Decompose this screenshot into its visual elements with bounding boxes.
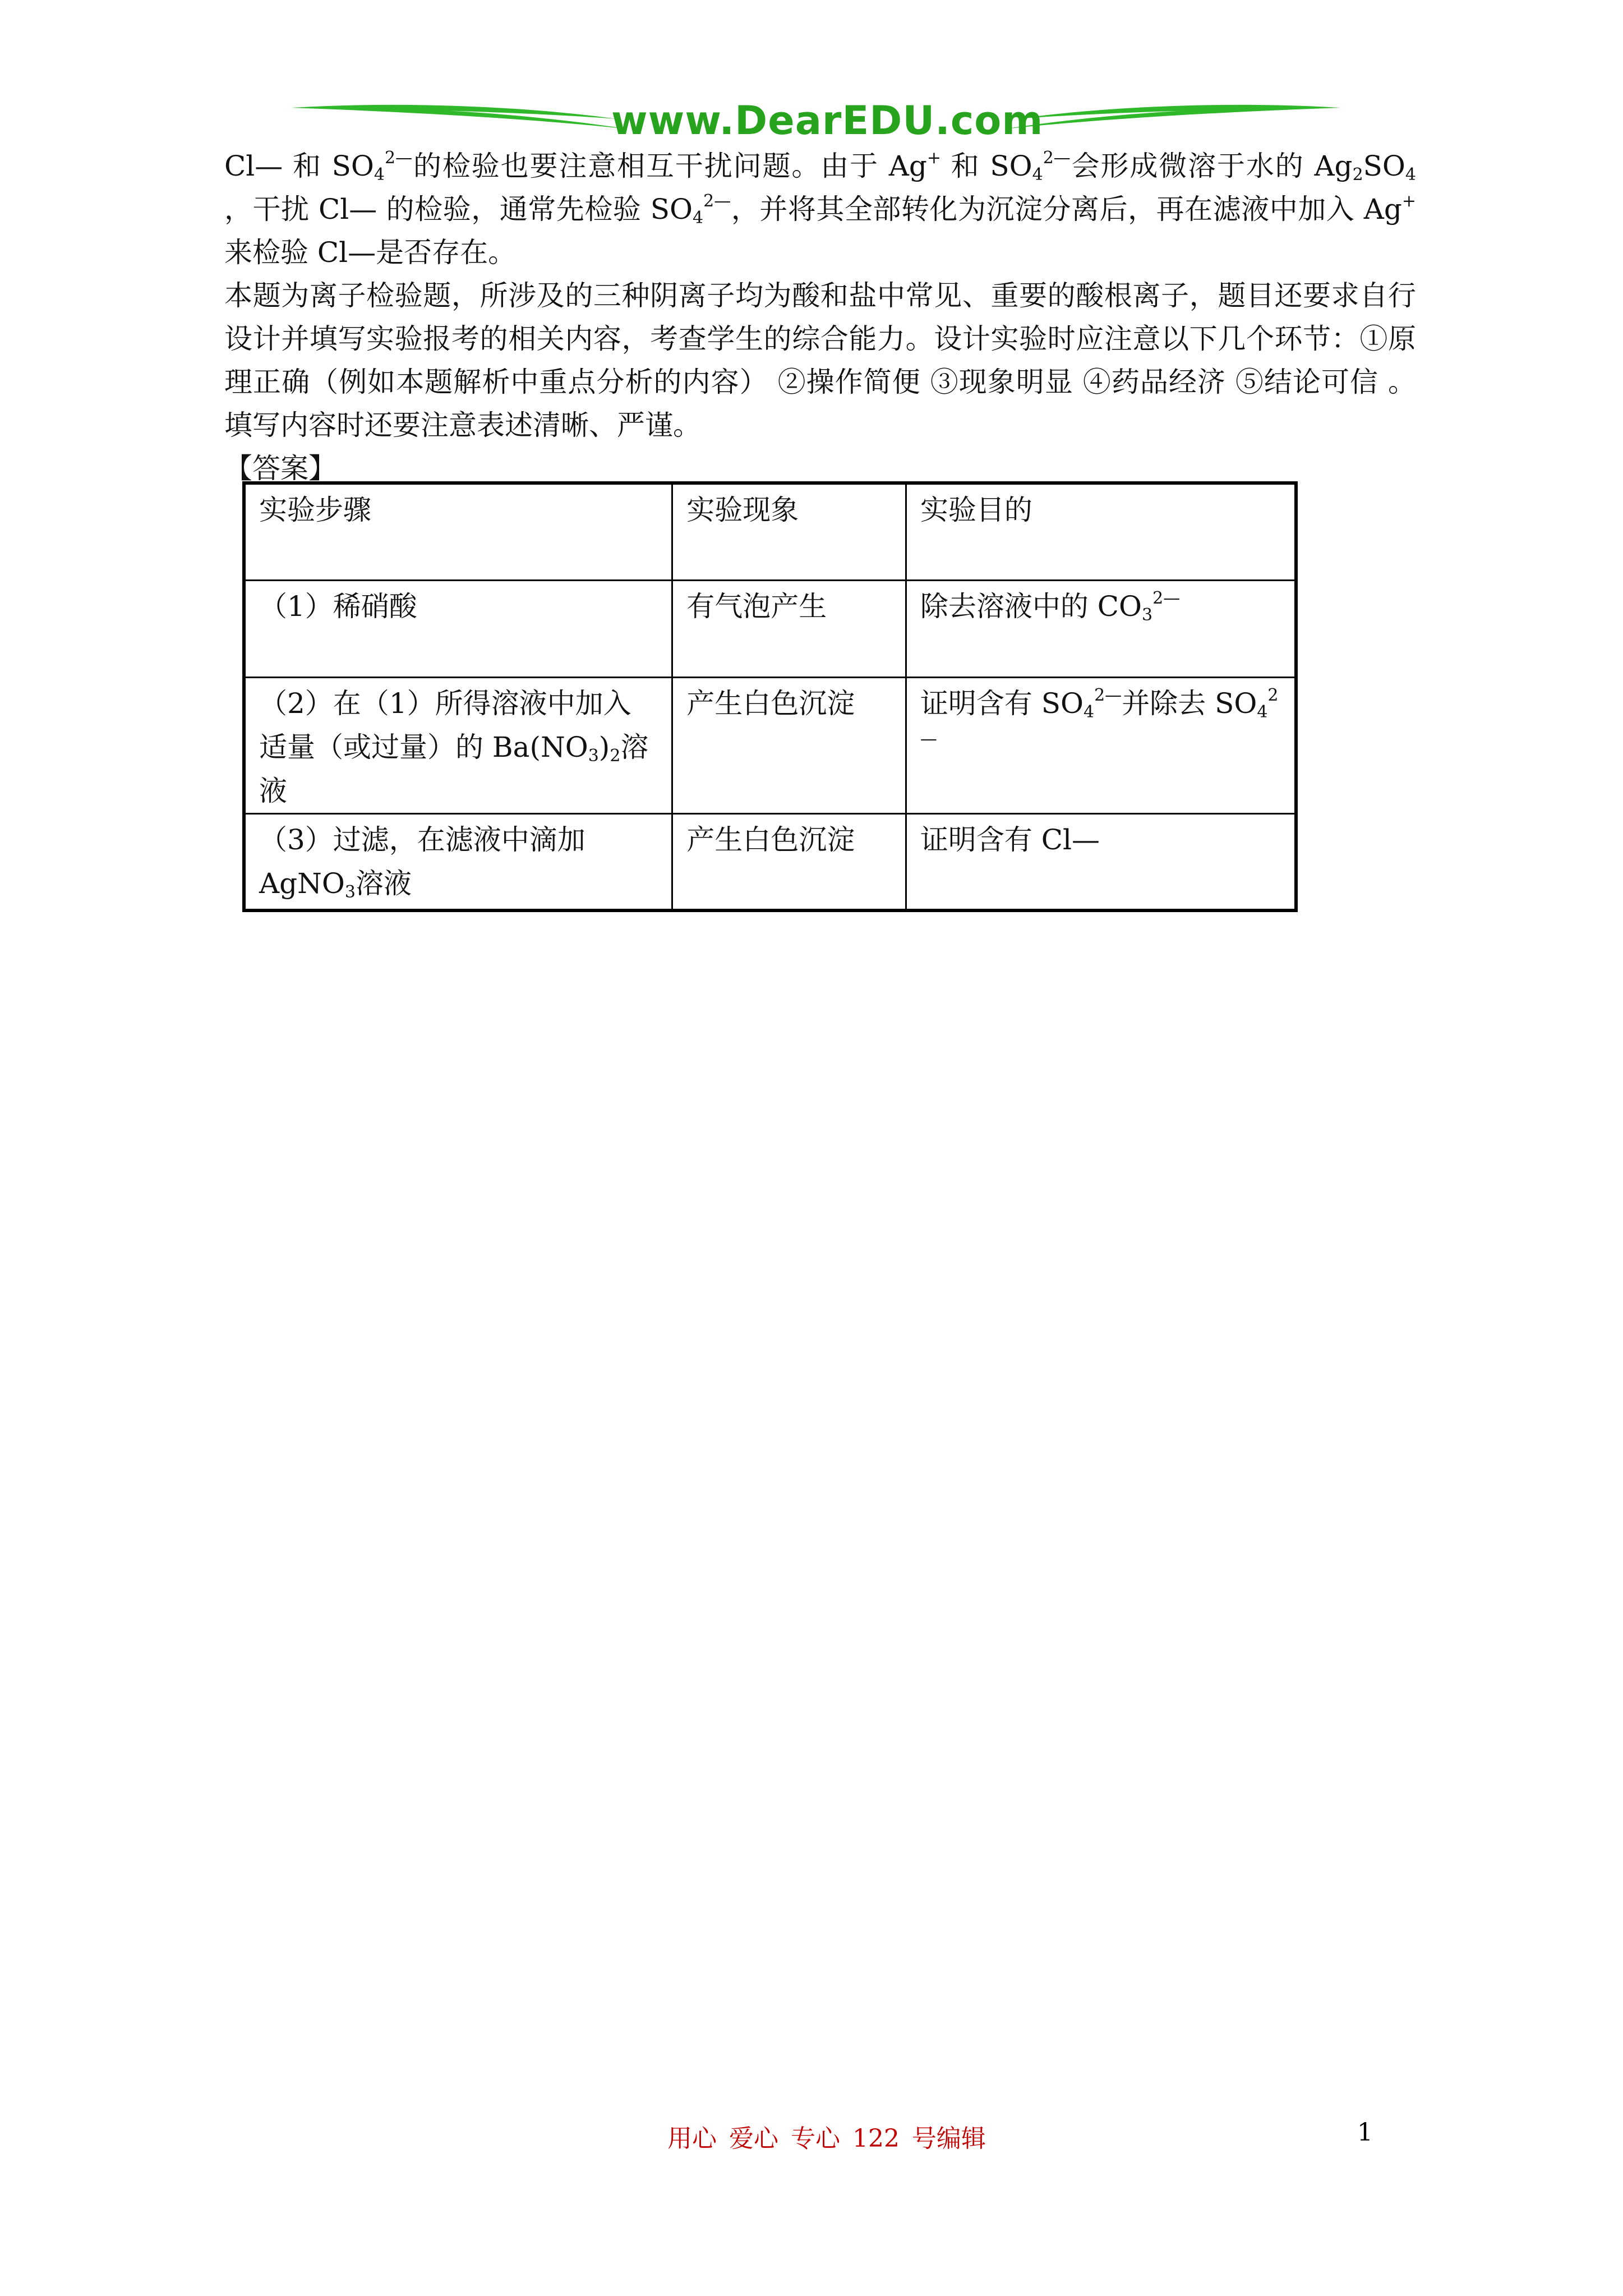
header-step: 实验步骤: [244, 483, 672, 580]
table-row: [244, 813, 1296, 910]
step-cell: （1）稀硝酸: [244, 580, 672, 677]
step-cell: （3）过滤，在滤液中滴加 AgNO$_3$溶液: [244, 813, 672, 910]
answer-table: [242, 481, 1298, 912]
step-cell: （2）在（1）所得溶液中加入适量（或过量）的 $Ba(NO_3)_2$溶液: [244, 677, 672, 813]
table-row: [244, 580, 1296, 677]
phenomenon-cell: 产生白色沉淀: [672, 813, 906, 910]
footer-text: 用心 爱心 专心 122 号编辑: [667, 2124, 986, 2153]
paragraph-summary: 本题为离子检验题，所涉及的三种阴离子均为酸和盐中常见、重要的酸根离子，题目还要求自行设计并填写实验报考的相关内容，考查学生的综合能力。设计实验时应注意以下几个环节：①原理正确（例如本题解析中重点分析的内容） ②操作简便 ③现象明显 ④药品经济 ⑤结论可信 。填写内容时还要注意表述清晰、严谨。: [224, 279, 1416, 441]
paragraph-interference: Cl— 和 $SO_4^{2—}$的检验也要注意相互干扰问题。由于 Ag+ 和 $SO_4^{2—}$会形成微溶于水的 $Ag_2SO_4$ ，干扰 Cl— 的检验，通常先检验 $SO_4^{2—}$，并将其全部转化为沉淀分离后，再在滤液中加入 Ag+ 来检验 Cl—是否存在。: [224, 148, 1416, 269]
phenomenon-cell: 产生白色沉淀: [672, 677, 906, 813]
purpose-cell: 除去溶液中的 $CO_3^{2—}$: [906, 580, 1296, 677]
page-number: 1: [1357, 2118, 1373, 2147]
site-logo-text[interactable]: www.DearEDU.com: [611, 98, 1044, 144]
phenomenon-cell: 有气泡产生: [672, 580, 906, 677]
table-row: [244, 677, 1296, 813]
site-header-banner: [292, 95, 1340, 146]
purpose-cell: 证明含有 Cl—: [906, 813, 1296, 910]
header-phenomenon: 实验现象: [672, 483, 906, 580]
answer-heading: 【答案】: [224, 452, 336, 485]
table-header-row: [244, 483, 1296, 580]
purpose-cell: 证明含有 $SO_4^{2—}$并除去 $SO_4^{2—}$: [906, 677, 1296, 813]
header-purpose: 实验目的: [906, 483, 1296, 580]
analysis-text: [224, 145, 1416, 490]
